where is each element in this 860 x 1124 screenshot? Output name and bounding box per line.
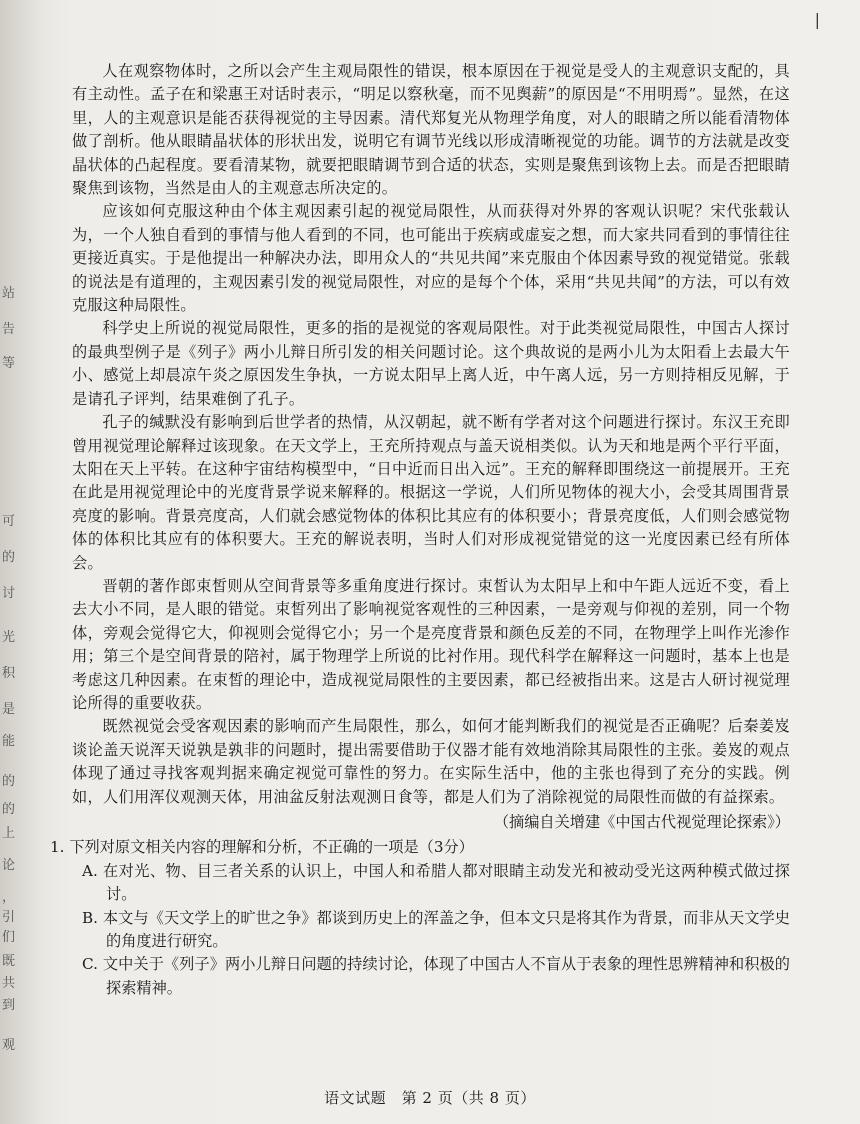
page-corner-mark: | [814,10,820,29]
page-footer: 语文试题 第 2 页（共 8 页） [324,1089,536,1107]
margin-fragment: 的 [2,774,16,789]
margin-fragment: 的 [2,802,16,817]
question-1 [50,836,790,1000]
margin-fragment: 既 [2,954,16,969]
passage-paragraph: 人在观察物体时，之所以会产生主观局限性的错误，根本原因在于视觉是受人的主观意识支配的，具有主动性。孟子在和梁惠王对话时表示，“明足以察秋毫，而不见舆薪”的原因是“不用明焉”。显然，在这里，人的主观意识是能否获得视觉的主导因素。清代郑复光从物理学角度，对人的眼睛之所以能看清物体做了剖析。他从眼睛晶状体的形状出发，说明它有调节光线以形成清晰视觉的功能。调节的方法就是改变晶状体的凸起程度。要看清某物，就要把眼睛调节到合适的状态，实则是聚焦到该物上去。而是否把眼睛聚焦到该物，当然是由人的主观意志所决定的。 [72,62,790,198]
margin-fragment: 们 [2,930,16,945]
passage-paragraph: 孔子的缄默没有影响到后世学者的热情，从汉朝起，就不断有学者对这个问题进行探讨。东汉王充即曾用视觉理论解释过该现象。在天文学上，王充所持观点与盖天说相类似。认为天和地是两个平行平面，太阳在天上平转。在这种宇宙结构模型中，“日中近而日出入远”。王充的解释即围绕这一前提展开。王充在此是用视觉理论中的光度背景学说来解释的。根据这一学说，人们所见物体的视大小，会受其周围背景亮度的影响。背景亮度高，人们就会感觉物体的体积比其应有的体积要小；背景亮度低，人们则会感觉物体的体积比其应有的体积要大。王充的解说表明，当时人们对形成视觉错觉的这一光度因素已经有所体会。 [72,413,790,572]
margin-fragment: 上 [2,826,16,841]
margin-fragment: 到 [2,998,16,1013]
option-a: A. 在对光、物、目三者关系的认识上，中国人和希腊人都对眼睛主动发光和被动受光这两种模式做过探讨。 [82,861,790,904]
margin-fragment: 可 [2,514,16,529]
margin-fragment: ， [2,890,16,905]
option-c: C. 文中关于《列子》两小儿辩日问题的持续讨论，体现了中国古人不盲从于表象的理性思辨精神和积极的探索精神。 [82,955,790,997]
margin-fragment: 告 [2,322,16,337]
margin-fragment: 能 [2,734,16,749]
passage-paragraph: 晋朝的著作郎束皙则从空间背景等多重角度进行探讨。束皙认为太阳早上和中午距人远近不变，看上去大小不同，是人眼的错觉。束皙列出了影响视觉客观性的三种因素，一是旁观与仰视的差别，同一个物体，旁观会觉得它大，仰视则会觉得它小；另一个是亮度背景和颜色反差的不同，在物理学上叫作光渗作用；第三个是空间背景的陪衬，属于物理学上所说的比衬作用。现代科学在解释这一问题时，基本上也是考虑这几种因素。在束皙的理论中，造成视觉局限性的主要因素，都已经被指出来。这是古人研讨视觉理论所得的重要收获。 [72,576,790,712]
margin-fragment: 光 [2,630,16,645]
margin-fragment: 站 [2,286,16,301]
option-b: B. 本文与《天文学上的旷世之争》都谈到历史上的浑盖之争，但本文只是将其作为背景，而非从天文学史的角度进行研究。 [82,908,790,951]
passage-source: （摘编自关增建《中国古代视觉理论探索》） [493,813,790,831]
passage-paragraph: 应该如何克服这种由个体主观因素引起的视觉局限性，从而获得对外界的客观认识呢？宋代张载认为，一个人独自看到的事情与他人看到的不同，也可能出于疾病或虚妄之想，而大家共同看到的事情往往更接近真实。于是他提出一种解决办法，即用众人的“共见共闻”来克服由个体因素导致的视觉错觉。张载的说法是有道理的，主观因素引发的视觉局限性，对应的是每个个体，采用“共见共闻”的方法，可以有效克服这种局限性。 [72,202,790,315]
margin-fragment: 的 [2,550,16,565]
margin-fragment: 是 [2,702,16,717]
passage-paragraph: 既然视觉会受客观因素的影响而产生局限性，那么，如何才能判断我们的视觉是否正确呢？后秦姜岌谈论盖天说浑天说孰是孰非的问题时，提出需要借助于仪器才能有效地消除其局限性的主张。姜岌的观点体现了通过寻找客观判据来确定视觉可靠性的努力。在实际生活中，他的主张也得到了充分的实践。例如，人们用浑仪观测天体，用油盆反射法观测日食等，都是人们为了消除视觉的局限性而做的有益探索。 [72,717,790,806]
reading-passage [50,60,790,1000]
question-stem: 1. 下列对原文相关内容的理解和分析，不正确的一项是（3分） [50,838,474,857]
passage-paragraph: 科学史上所说的视觉局限性，更多的指的是视觉的客观局限性。对于此类视觉局限性，中国古人探讨的最典型例子是《列子》两小儿辩日所引发的相关问题讨论。这个典故说的是两小儿为太阳看上去最大午小、感觉上却晨凉午炎之原因发生争执，一方说太阳早上离人近，中午离人远，另一方则持相反见解，于是请孔子评判，结果难倒了孔子。 [72,319,790,408]
margin-fragment: 论 [2,858,16,873]
margin-fragment: 引 [2,910,16,925]
margin-fragment: 观 [2,1038,16,1053]
margin-fragment: 积 [2,666,16,681]
margin-fragment: 共 [2,976,16,991]
margin-fragment: 等 [2,356,16,371]
margin-fragment: 讨 [2,586,16,601]
